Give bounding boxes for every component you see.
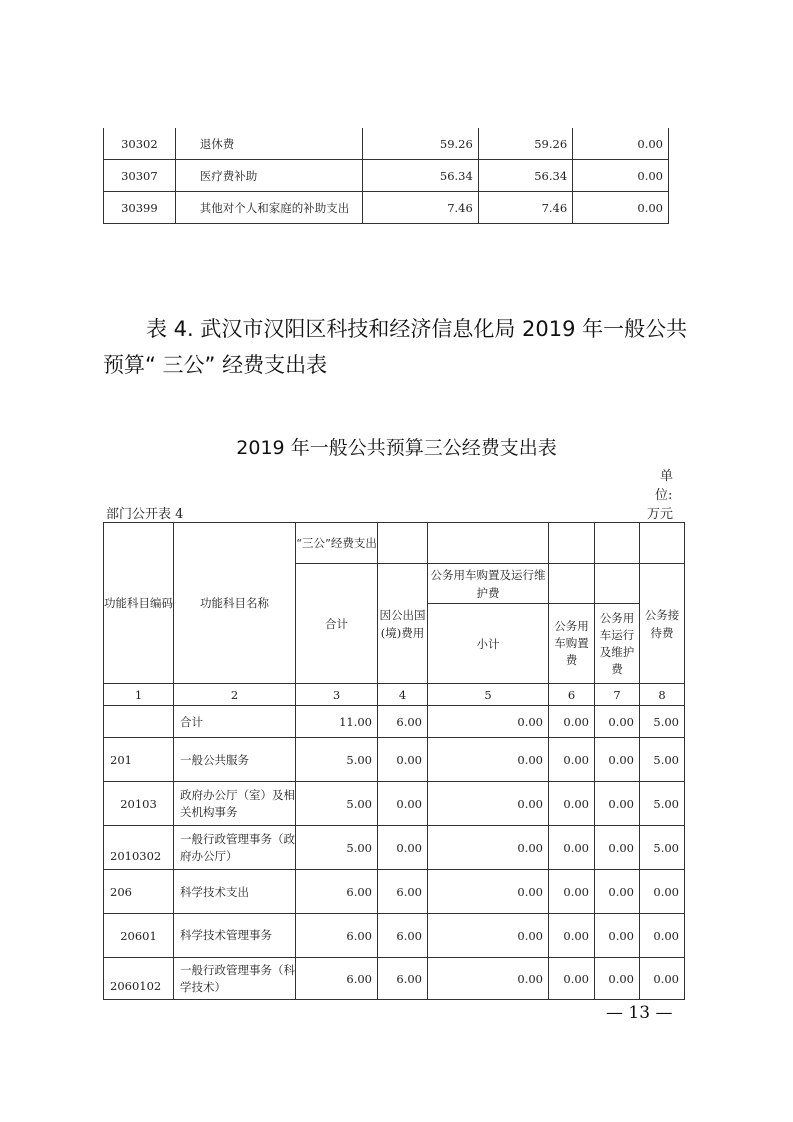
amount-total: 5.00 [296, 782, 378, 826]
table-row [104, 870, 685, 914]
header-vehicle: 公务用车购置及运行维护费 [428, 564, 549, 604]
account-code [104, 706, 174, 738]
col-number: 1 [104, 684, 174, 706]
amount-cell: 0.00 [573, 128, 669, 160]
amount-operation: 0.00 [595, 782, 640, 826]
amount-cell: 0.00 [573, 192, 669, 224]
amount-subtotal: 0.00 [428, 958, 549, 1000]
top-table [103, 128, 669, 224]
account-name: 一般行政管理事务（政府办公厅） [174, 826, 296, 870]
col-number: 2 [174, 684, 296, 706]
amount-total: 11.00 [296, 706, 378, 738]
amount-operation: 0.00 [595, 738, 640, 782]
header-empty [378, 523, 428, 564]
amount-total: 5.00 [296, 738, 378, 782]
section-heading [103, 311, 693, 383]
header-operation: 公务用车运行及维护费 [595, 604, 640, 684]
amount-cell: 0.00 [573, 160, 669, 192]
amount-cell: 59.26 [478, 128, 572, 160]
col-number: 6 [549, 684, 595, 706]
amount-abroad: 6.00 [378, 914, 428, 958]
amount-reception: 5.00 [640, 738, 685, 782]
account-code: 2060102 [104, 958, 174, 1000]
account-name: 其他对个人和家庭的补助支出 [175, 192, 362, 224]
amount-operation: 0.00 [595, 958, 640, 1000]
header-row [104, 523, 685, 564]
unit-label-2: 位: [655, 488, 673, 503]
table-row [104, 826, 685, 870]
section-heading-line1: 表 4. 武汉市汉阳区科技和经济信息化局 2019 年一般公共 [146, 317, 688, 341]
amount-subtotal: 0.00 [428, 706, 549, 738]
table-row [104, 958, 685, 1000]
amount-reception: 0.00 [640, 958, 685, 1000]
account-name: 科学技术管理事务 [174, 914, 296, 958]
account-name: 政府办公厅（室）及相关机构事务 [174, 782, 296, 826]
header-subtotal: 小计 [428, 604, 549, 684]
header-code: 功能科目编码 [104, 523, 174, 684]
col-number: 3 [296, 684, 378, 706]
column-number-row [104, 684, 685, 706]
table-row [104, 706, 685, 738]
header-empty [595, 523, 640, 564]
table-row [104, 782, 685, 826]
header-abroad: 因公出国(境)费用 [378, 564, 428, 684]
amount-operation: 0.00 [595, 706, 640, 738]
section-heading-line2: 预算“ 三公” 经费支出表 [103, 353, 328, 377]
amount-operation: 0.00 [595, 914, 640, 958]
header-total: 合计 [296, 564, 378, 684]
amount-purchase: 0.00 [549, 738, 595, 782]
header-empty [549, 523, 595, 564]
header-empty [595, 564, 640, 604]
amount-abroad: 6.00 [378, 870, 428, 914]
table-row [104, 914, 685, 958]
page-number: — 13 — [606, 1003, 673, 1023]
amount-subtotal: 0.00 [428, 826, 549, 870]
amount-reception: 5.00 [640, 706, 685, 738]
unit-label-3: 万元 [647, 507, 674, 522]
account-code: 20601 [104, 914, 174, 958]
three-public-table [103, 522, 685, 1000]
dept-label: 部门公开表 4 [106, 507, 184, 522]
account-name: 合计 [174, 706, 296, 738]
amount-reception: 0.00 [640, 914, 685, 958]
account-code: 206 [104, 870, 174, 914]
amount-subtotal: 0.00 [428, 870, 549, 914]
amount-purchase: 0.00 [549, 870, 595, 914]
amount-total: 5.00 [296, 826, 378, 870]
amount-cell: 7.46 [478, 192, 572, 224]
amount-operation: 0.00 [595, 870, 640, 914]
amount-abroad: 0.00 [378, 826, 428, 870]
account-name: 退休费 [175, 128, 362, 160]
amount-purchase: 0.00 [549, 958, 595, 1000]
account-code: 20103 [104, 782, 174, 826]
amount-cell: 59.26 [362, 128, 478, 160]
table-title: 2019 年一般公共预算三公经费支出表 [236, 437, 557, 459]
amount-cell: 7.46 [362, 192, 478, 224]
amount-subtotal: 0.00 [428, 782, 549, 826]
account-code: 30302 [104, 128, 176, 160]
header-purchase: 公务用车购置费 [549, 604, 595, 684]
amount-abroad: 0.00 [378, 738, 428, 782]
account-name: 医疗费补助 [175, 160, 362, 192]
account-name: 一般公共服务 [174, 738, 296, 782]
account-code: 30307 [104, 160, 176, 192]
account-code: 201 [104, 738, 174, 782]
amount-purchase: 0.00 [549, 706, 595, 738]
amount-reception: 5.00 [640, 826, 685, 870]
amount-purchase: 0.00 [549, 914, 595, 958]
unit-label-1: 单 [660, 469, 674, 484]
amount-abroad: 6.00 [378, 958, 428, 1000]
table-row [104, 192, 669, 224]
amount-subtotal: 0.00 [428, 738, 549, 782]
amount-abroad: 0.00 [378, 782, 428, 826]
account-name: 科学技术支出 [174, 870, 296, 914]
col-number: 5 [428, 684, 549, 706]
col-number: 7 [595, 684, 640, 706]
header-empty [428, 523, 549, 564]
amount-operation: 0.00 [595, 826, 640, 870]
header-name: 功能科目名称 [174, 523, 296, 684]
amount-total: 6.00 [296, 958, 378, 1000]
amount-cell: 56.34 [478, 160, 572, 192]
header-reception: 公务接待费 [640, 564, 685, 684]
amount-total: 6.00 [296, 914, 378, 958]
account-name: 一般行政管理事务（科学技术） [174, 958, 296, 1000]
table-row [104, 128, 669, 160]
amount-purchase: 0.00 [549, 782, 595, 826]
header-empty [549, 564, 595, 604]
table-row [104, 738, 685, 782]
col-number: 8 [640, 684, 685, 706]
amount-cell: 56.34 [362, 160, 478, 192]
col-number: 4 [378, 684, 428, 706]
header-three-public: “三公”经费支出 [296, 523, 378, 564]
amount-reception: 0.00 [640, 870, 685, 914]
amount-subtotal: 0.00 [428, 914, 549, 958]
account-code: 2010302 [104, 826, 174, 870]
amount-purchase: 0.00 [549, 826, 595, 870]
account-code: 30399 [104, 192, 176, 224]
table-row [104, 160, 669, 192]
amount-abroad: 6.00 [378, 706, 428, 738]
header-empty [640, 523, 685, 564]
amount-total: 6.00 [296, 870, 378, 914]
amount-reception: 5.00 [640, 782, 685, 826]
